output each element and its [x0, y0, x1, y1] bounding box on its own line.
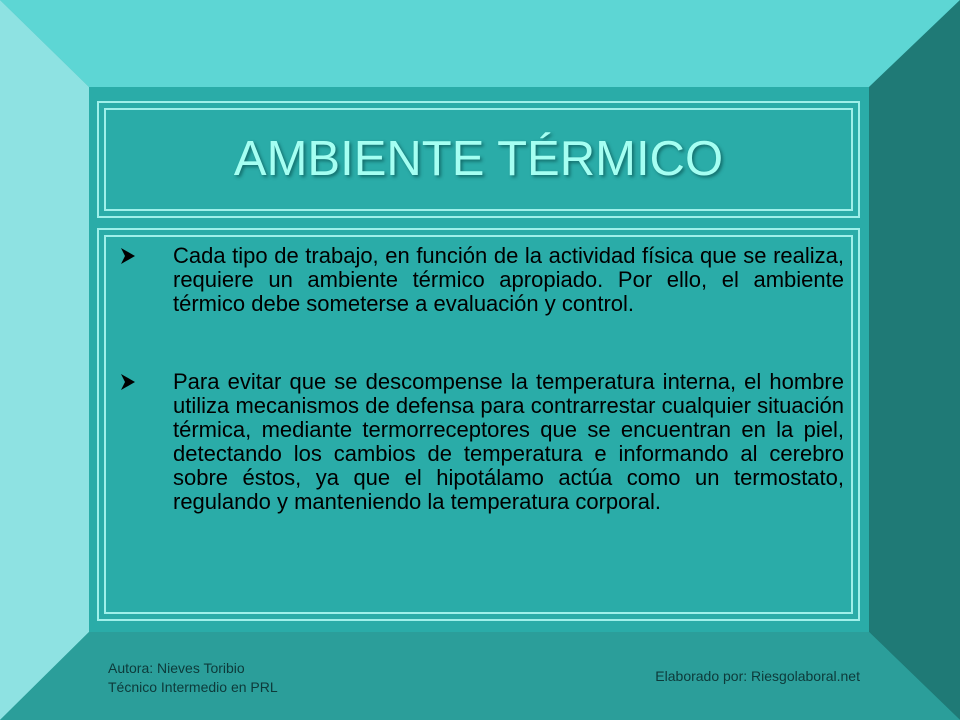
bullet-text: Cada tipo de trabajo, en función de la actividad física que se realiza, requiere un ambiente térmico apropiado. Por ello, el ambiente térmico debe someterse a evaluación y control.: [173, 243, 844, 316]
content-box: [97, 228, 860, 621]
author-name: Autora: Nieves Toribio: [108, 660, 245, 676]
bullet-text: Para evitar que se descompense la temperatura interna, el hombre utiliza mecanismos de defensa para contrarrestar cualquier situación térmica, mediante termorreceptores que se encuentran en la piel, detectando los cambios de temperatura e informando al cerebro sobre éstos, ya que el hipotálamo actúa como un termostato, regulando y manteniendo la temperatura corporal.: [173, 369, 844, 514]
arrowhead-bullet-icon: [119, 370, 173, 396]
title-box: [97, 101, 860, 218]
bullet-item: [119, 244, 844, 316]
arrowhead-bullet-icon: [119, 244, 173, 270]
slide-title: AMBIENTE TÉRMICO: [233, 132, 724, 186]
top-bevel: [0, 0, 960, 87]
left-bevel: [0, 0, 89, 720]
author-role: Técnico Intermedio en PRL: [108, 679, 278, 695]
right-bevel: [869, 0, 960, 720]
author-footer: [108, 659, 278, 697]
bullet-item: [119, 370, 844, 514]
credit-footer: Elaborado por: Riesgolaboral.net: [655, 668, 860, 684]
